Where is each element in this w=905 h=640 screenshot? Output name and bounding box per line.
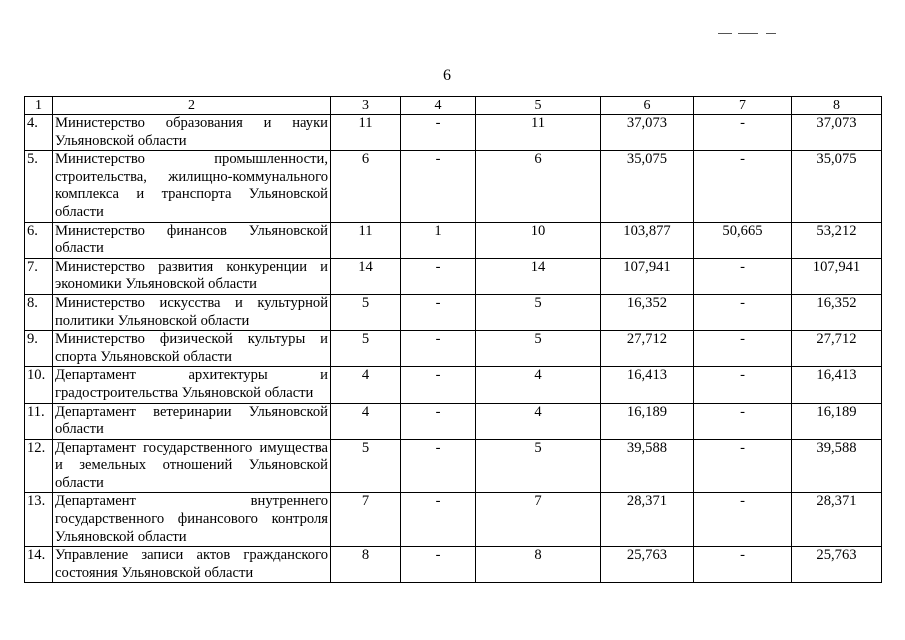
header-cell: 7 [694, 97, 792, 115]
table-cell-c8: 16,189 [792, 403, 882, 439]
table-cell-c3: 6 [331, 151, 401, 222]
table-header-row [25, 97, 882, 115]
table-cell-c8: 16,352 [792, 294, 882, 330]
table-row [25, 222, 882, 258]
table-cell-name: Министерство финансов Ульяновской области [53, 222, 331, 258]
header-cell: 5 [476, 97, 601, 115]
table-cell-c3: 5 [331, 294, 401, 330]
table-cell-c6: 37,073 [601, 115, 694, 151]
table-cell-name: Департамент внутреннего государственного финансового контроля Ульяновской области [53, 493, 331, 547]
table-cell-c7: - [694, 331, 792, 367]
table-row [25, 115, 882, 151]
table-cell-c8: 28,371 [792, 493, 882, 547]
table-cell-num: 14. [25, 547, 53, 583]
table-cell-c7: - [694, 493, 792, 547]
table-cell-num: 6. [25, 222, 53, 258]
table-cell-c5: 5 [476, 294, 601, 330]
table-cell-c3: 11 [331, 222, 401, 258]
table-row [25, 403, 882, 439]
table-row [25, 294, 882, 330]
table-cell-c3: 7 [331, 493, 401, 547]
table-cell-c7: - [694, 115, 792, 151]
table-cell-num: 10. [25, 367, 53, 403]
table-cell-c4: - [401, 439, 476, 493]
table-cell-c7: - [694, 403, 792, 439]
table-cell-c4: - [401, 367, 476, 403]
table-cell-c7: - [694, 547, 792, 583]
table-cell-c4: - [401, 115, 476, 151]
table-cell-c7: - [694, 294, 792, 330]
table-cell-name: Министерство промышленности, строительства, жилищно-коммунального комплекса и транспорта Ульяновской области [53, 151, 331, 222]
table-cell-c3: 11 [331, 115, 401, 151]
table-cell-c3: 4 [331, 367, 401, 403]
table-cell-c4: - [401, 403, 476, 439]
table-cell-name: Министерство физической культуры и спорта Ульяновской области [53, 331, 331, 367]
table-cell-c7: - [694, 151, 792, 222]
table-cell-num: 12. [25, 439, 53, 493]
table-cell-c5: 10 [476, 222, 601, 258]
table-cell-num: 8. [25, 294, 53, 330]
table-cell-c6: 103,877 [601, 222, 694, 258]
table-cell-c8: 37,073 [792, 115, 882, 151]
table-cell-c8: 35,075 [792, 151, 882, 222]
scan-artifact [738, 33, 758, 34]
table-cell-c6: 35,075 [601, 151, 694, 222]
table-cell-c5: 5 [476, 439, 601, 493]
scan-artifact [718, 33, 732, 34]
page-number: 6 [443, 67, 451, 84]
table-cell-num: 4. [25, 115, 53, 151]
table-cell-c4: - [401, 294, 476, 330]
table-cell-c5: 4 [476, 403, 601, 439]
table-cell-c4: - [401, 331, 476, 367]
table-cell-c5: 5 [476, 331, 601, 367]
table-cell-c4: - [401, 547, 476, 583]
table-cell-c4: - [401, 493, 476, 547]
table-cell-c6: 25,763 [601, 547, 694, 583]
table-cell-c8: 53,212 [792, 222, 882, 258]
table-row [25, 367, 882, 403]
table-cell-num: 7. [25, 258, 53, 294]
table-row [25, 439, 882, 493]
table-cell-c3: 5 [331, 439, 401, 493]
table-cell-num: 13. [25, 493, 53, 547]
table-cell-c8: 27,712 [792, 331, 882, 367]
table-cell-c4: 1 [401, 222, 476, 258]
header-cell: 8 [792, 97, 882, 115]
table-row [25, 547, 882, 583]
table-cell-name: Департамент ветеринарии Ульяновской области [53, 403, 331, 439]
table-cell-num: 9. [25, 331, 53, 367]
table-cell-name: Министерство образования и науки Ульяновской области [53, 115, 331, 151]
table-cell-c8: 107,941 [792, 258, 882, 294]
scan-artifact [766, 33, 776, 34]
table-cell-c5: 11 [476, 115, 601, 151]
table-cell-c5: 8 [476, 547, 601, 583]
table-cell-c7: - [694, 367, 792, 403]
table-cell-c6: 16,413 [601, 367, 694, 403]
table-cell-c6: 27,712 [601, 331, 694, 367]
table-cell-c3: 14 [331, 258, 401, 294]
table-cell-name: Министерство искусства и культурной политики Ульяновской области [53, 294, 331, 330]
table-cell-c6: 16,352 [601, 294, 694, 330]
table-cell-name: Департамент архитектуры и градостроительства Ульяновской области [53, 367, 331, 403]
table-cell-c7: - [694, 439, 792, 493]
header-cell: 2 [53, 97, 331, 115]
header-cell: 4 [401, 97, 476, 115]
table-cell-c5: 14 [476, 258, 601, 294]
table-cell-c7: 50,665 [694, 222, 792, 258]
table-cell-c6: 39,588 [601, 439, 694, 493]
table-cell-c7: - [694, 258, 792, 294]
table-cell-c3: 4 [331, 403, 401, 439]
data-table [24, 96, 882, 583]
table-cell-name: Департамент государственного имущества и земельных отношений Ульяновской области [53, 439, 331, 493]
table-cell-c8: 25,763 [792, 547, 882, 583]
header-cell: 3 [331, 97, 401, 115]
table-cell-c6: 16,189 [601, 403, 694, 439]
table-cell-c5: 4 [476, 367, 601, 403]
table-cell-c4: - [401, 151, 476, 222]
table-row [25, 151, 882, 222]
table-cell-c8: 16,413 [792, 367, 882, 403]
table-cell-c4: - [401, 258, 476, 294]
table-cell-num: 5. [25, 151, 53, 222]
table-row [25, 493, 882, 547]
table-row [25, 258, 882, 294]
table-cell-c5: 7 [476, 493, 601, 547]
table-cell-name: Министерство развития конкуренции и экономики Ульяновской области [53, 258, 331, 294]
table-cell-name: Управление записи актов гражданского состояния Ульяновской области [53, 547, 331, 583]
header-cell: 6 [601, 97, 694, 115]
table-cell-num: 11. [25, 403, 53, 439]
table-cell-c3: 5 [331, 331, 401, 367]
table-cell-c3: 8 [331, 547, 401, 583]
table-row [25, 331, 882, 367]
header-cell: 1 [25, 97, 53, 115]
table-cell-c6: 107,941 [601, 258, 694, 294]
table-cell-c8: 39,588 [792, 439, 882, 493]
table-cell-c5: 6 [476, 151, 601, 222]
table-cell-c6: 28,371 [601, 493, 694, 547]
